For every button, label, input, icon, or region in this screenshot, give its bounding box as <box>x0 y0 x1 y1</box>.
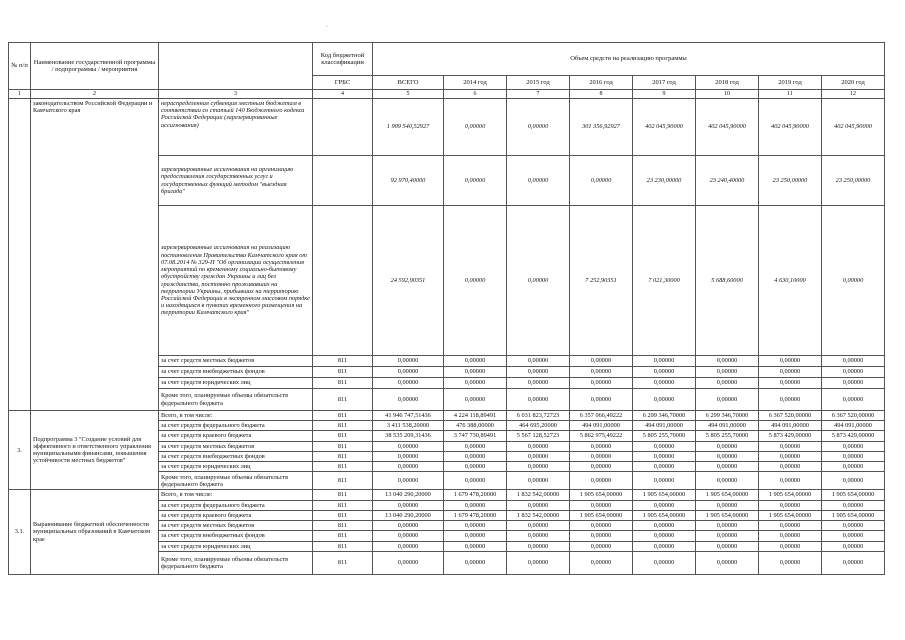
grbs-code: 811 <box>313 411 373 421</box>
grbs-code: 811 <box>313 472 373 490</box>
year-value: 0,00000 <box>759 389 822 411</box>
year-value: 402 045,90000 <box>759 99 822 156</box>
program-name: законодательством Российской Федерации и Камчатского края <box>31 99 159 411</box>
grbs-code: 811 <box>313 441 373 451</box>
header-grbs: ГРБС <box>313 76 373 90</box>
year-value: 0,00000 <box>507 367 570 378</box>
funding-source: за счет средств юридических лиц <box>159 378 313 389</box>
funding-source: Кроме того, планируемые объемы обязательств федерального бюджета <box>159 389 313 411</box>
row-number <box>9 99 31 411</box>
year-value: 1 679 478,20000 <box>444 490 507 500</box>
year-value: 5 805 255,70000 <box>633 431 696 441</box>
year-value: 5 862 975,49222 <box>570 431 633 441</box>
total-value: 13 040 290,20000 <box>373 510 444 520</box>
year-value: 1 832 542,00000 <box>507 490 570 500</box>
year-value: 0,00000 <box>633 451 696 461</box>
column-number: 1 <box>9 90 31 99</box>
header-row-1 <box>9 43 885 76</box>
year-value: 0,00000 <box>444 389 507 411</box>
year-value: 0,00000 <box>822 521 885 531</box>
year-value: 0,00000 <box>507 541 570 551</box>
year-value: 0,00000 <box>633 521 696 531</box>
year-value: 0,00000 <box>696 551 759 574</box>
header-no: № п/п <box>9 43 31 90</box>
header-name: Наименование государственной программы / подпрограммы / мероприятия <box>31 43 159 90</box>
year-value: 6 367 520,00000 <box>759 411 822 421</box>
year-value: 0,00000 <box>822 500 885 510</box>
year-value: 0,00000 <box>507 472 570 490</box>
column-number: 9 <box>633 90 696 99</box>
year-value: 0,00000 <box>633 378 696 389</box>
year-value: 0,00000 <box>570 541 633 551</box>
grbs-code: 811 <box>313 500 373 510</box>
grbs-code <box>313 156 373 206</box>
total-value: 0,00000 <box>373 500 444 510</box>
year-value: 5 873 429,00000 <box>822 431 885 441</box>
year-value: 23 240,40000 <box>696 156 759 206</box>
year-value: 1 832 542,00000 <box>507 510 570 520</box>
column-number: 2 <box>31 90 159 99</box>
header-year: 2020 год <box>822 76 885 90</box>
year-value: 6 357 066,49222 <box>570 411 633 421</box>
column-number: 10 <box>696 90 759 99</box>
year-value: 4 224 118,89491 <box>444 411 507 421</box>
year-value: 3 747 730,89491 <box>444 431 507 441</box>
funding-source: за счет средств местных бюджетов <box>159 356 313 367</box>
row-number: 3.1. <box>9 490 31 574</box>
total-value: 24 592,90351 <box>373 206 444 356</box>
year-value: 0,00000 <box>633 441 696 451</box>
year-value: 0,00000 <box>507 451 570 461</box>
year-value: 5 567 128,52723 <box>507 431 570 441</box>
grbs-code: 811 <box>313 490 373 500</box>
year-value: 0,00000 <box>633 541 696 551</box>
year-value: 0,00000 <box>759 472 822 490</box>
funding-source: Всего, в том числе: <box>159 490 313 500</box>
year-value: 23 230,00000 <box>633 156 696 206</box>
year-value: 1 679 478,20000 <box>444 510 507 520</box>
year-value: 0,00000 <box>759 521 822 531</box>
year-value: 402 045,90000 <box>633 99 696 156</box>
funding-source: за счет средств внебюджетных фондов <box>159 531 313 541</box>
table-body <box>9 43 885 575</box>
year-value: 0,00000 <box>570 156 633 206</box>
year-value: 0,00000 <box>507 156 570 206</box>
column-number: 8 <box>570 90 633 99</box>
funding-source: за счет средств внебюджетных фондов <box>159 367 313 378</box>
year-value: 1 905 654,00000 <box>633 510 696 520</box>
year-value: 0,00000 <box>570 472 633 490</box>
year-value: 0,00000 <box>696 472 759 490</box>
year-value: 0,00000 <box>570 462 633 472</box>
table-row <box>9 411 885 421</box>
year-value: 0,00000 <box>444 99 507 156</box>
year-value: 0,00000 <box>759 356 822 367</box>
total-value: 92 970,40000 <box>373 156 444 206</box>
year-value: 476 388,00000 <box>444 421 507 431</box>
header-year: 2017 год <box>633 76 696 90</box>
year-value: 0,00000 <box>507 378 570 389</box>
total-value: 0,00000 <box>373 521 444 531</box>
year-value: 1 905 654,00000 <box>633 490 696 500</box>
funding-source: за счет средств местных бюджетов <box>159 441 313 451</box>
year-value: 0,00000 <box>696 356 759 367</box>
year-value: 0,00000 <box>444 500 507 510</box>
year-value: 0,00000 <box>822 356 885 367</box>
column-number: 12 <box>822 90 885 99</box>
grbs-code: 811 <box>313 521 373 531</box>
funding-source: Кроме того, планируемые объемы обязательств федерального бюджета <box>159 472 313 490</box>
year-value: 0,00000 <box>444 441 507 451</box>
year-value: 0,00000 <box>570 367 633 378</box>
header-year: 2015 год <box>507 76 570 90</box>
year-value: 0,00000 <box>507 99 570 156</box>
header-year: 2014 год <box>444 76 507 90</box>
year-value: 1 905 654,00000 <box>759 510 822 520</box>
column-number: 11 <box>759 90 822 99</box>
year-value: 0,00000 <box>696 462 759 472</box>
year-value: 5 873 429,00000 <box>759 431 822 441</box>
year-value: 0,00000 <box>822 441 885 451</box>
year-value: 5 805 255,70000 <box>696 431 759 441</box>
year-value: 0,00000 <box>759 378 822 389</box>
total-value: 0,00000 <box>373 378 444 389</box>
year-value: 1 905 654,00000 <box>696 510 759 520</box>
grbs-code: 811 <box>313 451 373 461</box>
funding-source: за счет средств юридических лиц <box>159 462 313 472</box>
year-value: 494 091,00000 <box>696 421 759 431</box>
year-value: 0,00000 <box>507 500 570 510</box>
year-value: 0,00000 <box>570 389 633 411</box>
year-value: 0,00000 <box>507 389 570 411</box>
header-total: ВСЕГО <box>373 76 444 90</box>
total-value: 0,00000 <box>373 356 444 367</box>
total-value: 41 946 747,51436 <box>373 411 444 421</box>
year-value: 494 091,00000 <box>822 421 885 431</box>
total-value: 0,00000 <box>373 389 444 411</box>
total-value: 3 411 538,20000 <box>373 421 444 431</box>
year-value: 0,00000 <box>822 378 885 389</box>
grbs-code: 811 <box>313 510 373 520</box>
year-value: 402 045,90000 <box>696 99 759 156</box>
total-value: 0,00000 <box>373 367 444 378</box>
scan-mark-top: · <box>326 24 328 30</box>
column-number: 5 <box>373 90 444 99</box>
year-value: 1 905 654,00000 <box>822 510 885 520</box>
funding-source: за счет средств внебюджетных фондов <box>159 451 313 461</box>
year-value: 23 250,00000 <box>822 156 885 206</box>
year-value: 0,00000 <box>507 356 570 367</box>
year-value: 0,00000 <box>822 472 885 490</box>
year-value: 1 905 654,00000 <box>822 490 885 500</box>
header-code: Код бюджетной классификации <box>313 43 373 76</box>
total-value: 0,00000 <box>373 551 444 574</box>
grbs-code: 811 <box>313 531 373 541</box>
year-value: 0,00000 <box>759 551 822 574</box>
year-value: 0,00000 <box>570 356 633 367</box>
total-value: 0,00000 <box>373 541 444 551</box>
year-value: 0,00000 <box>444 206 507 356</box>
total-value: 0,00000 <box>373 441 444 451</box>
funding-source: Всего, в том числе: <box>159 411 313 421</box>
year-value: 0,00000 <box>444 472 507 490</box>
year-value: 6 031 823,72723 <box>507 411 570 421</box>
year-value: 0,00000 <box>444 541 507 551</box>
year-value: 7 252,90351 <box>570 206 633 356</box>
year-value: 6 299 346,70000 <box>633 411 696 421</box>
year-value: 5 688,60000 <box>696 206 759 356</box>
year-value: 0,00000 <box>759 541 822 551</box>
year-value: 0,00000 <box>633 551 696 574</box>
year-value: 0,00000 <box>507 206 570 356</box>
funding-source: за счет средств местных бюджетов <box>159 521 313 531</box>
year-value: 1 905 654,00000 <box>696 490 759 500</box>
year-value: 0,00000 <box>570 551 633 574</box>
grbs-code: 811 <box>313 389 373 411</box>
total-value: 0,00000 <box>373 451 444 461</box>
total-value: 0,00000 <box>373 531 444 541</box>
budget-table <box>8 42 885 575</box>
year-value: 0,00000 <box>696 521 759 531</box>
year-value: 0,00000 <box>696 441 759 451</box>
year-value: 0,00000 <box>444 551 507 574</box>
funding-source: зарезервированные ассигнования на реализацию постановления Правительства Камчатского края от 07.08.2014 № 329-П "Об организации осуществления мероприятий по временному социально-бытовому обустройству граждан Украины и лиц без гражданства, постоянно проживавших на территории Украины, прибывших на территорию Российской Федерации в экстренном массовом порядке и находящихся в пунктах временного размещения на территории Камчатского края" <box>159 206 313 356</box>
year-value: 494 091,00000 <box>759 421 822 431</box>
grbs-code: 811 <box>313 541 373 551</box>
funding-source: за счет средств федерального бюджета <box>159 421 313 431</box>
funding-source: Кроме того, планируемые объемы обязательств федерального бюджета <box>159 551 313 574</box>
column-number: 3 <box>159 90 313 99</box>
total-value: 1 909 540,52927 <box>373 99 444 156</box>
year-value: 402 045,90000 <box>822 99 885 156</box>
total-value: 0,00000 <box>373 472 444 490</box>
year-value: 0,00000 <box>759 462 822 472</box>
year-value: 0,00000 <box>444 521 507 531</box>
header-year: 2019 год <box>759 76 822 90</box>
table-row <box>9 99 885 156</box>
year-value: 23 250,00000 <box>759 156 822 206</box>
year-value: 0,00000 <box>696 389 759 411</box>
year-value: 0,00000 <box>822 367 885 378</box>
year-value: 4 630,10000 <box>759 206 822 356</box>
year-value: 0,00000 <box>444 451 507 461</box>
total-value: 13 040 290,20000 <box>373 490 444 500</box>
header-blank <box>159 43 313 90</box>
grbs-code: 811 <box>313 356 373 367</box>
year-value: 0,00000 <box>507 551 570 574</box>
year-value: 0,00000 <box>759 441 822 451</box>
year-value: 464 695,20000 <box>507 421 570 431</box>
year-value: 0,00000 <box>633 356 696 367</box>
header-year: 2016 год <box>570 76 633 90</box>
funding-source: нераспределенная субвенция местным бюджетам в соответствии со статьей 140 Бюджетного кодекса Российской Федерации (зарезервированные ассигнования) <box>159 99 313 156</box>
year-value: 0,00000 <box>633 462 696 472</box>
year-value: 0,00000 <box>444 367 507 378</box>
year-value: 0,00000 <box>570 521 633 531</box>
year-value: 0,00000 <box>822 462 885 472</box>
year-value: 0,00000 <box>444 531 507 541</box>
column-number: 6 <box>444 90 507 99</box>
year-value: 0,00000 <box>633 367 696 378</box>
year-value: 0,00000 <box>822 541 885 551</box>
year-value: 0,00000 <box>696 541 759 551</box>
grbs-code: 811 <box>313 431 373 441</box>
year-value: 1 905 654,00000 <box>570 490 633 500</box>
year-value: 0,00000 <box>759 500 822 510</box>
year-value: 0,00000 <box>570 500 633 510</box>
column-number: 7 <box>507 90 570 99</box>
year-value: 1 905 654,00000 <box>570 510 633 520</box>
row-number: 3. <box>9 411 31 490</box>
year-value: 0,00000 <box>696 367 759 378</box>
year-value: 0,00000 <box>570 531 633 541</box>
program-name: Подпрограмма 3 "Создание условий для эффективного и ответственного управления муниципальными финансами, повышения устойчивости местных бюджетов" <box>31 411 159 490</box>
year-value: 0,00000 <box>633 389 696 411</box>
funding-source: зарезервированные ассигнования на организацию предоставления государственных услуг и государственных функций методом "выездная бригада" <box>159 156 313 206</box>
year-value: 0,00000 <box>696 451 759 461</box>
year-value: 0,00000 <box>444 156 507 206</box>
year-value: 1 905 654,00000 <box>759 490 822 500</box>
year-value: 301 356,92927 <box>570 99 633 156</box>
total-value: 38 535 209,31436 <box>373 431 444 441</box>
year-value: 494 091,00000 <box>570 421 633 431</box>
year-value: 0,00000 <box>507 441 570 451</box>
year-value: 0,00000 <box>759 367 822 378</box>
year-value: 6 299 346,70000 <box>696 411 759 421</box>
funding-source: за счет средств юридических лиц <box>159 541 313 551</box>
year-value: 7 021,30000 <box>633 206 696 356</box>
column-number: 4 <box>313 90 373 99</box>
year-value: 6 367 520,00000 <box>822 411 885 421</box>
grbs-code: 811 <box>313 462 373 472</box>
year-value: 0,00000 <box>444 378 507 389</box>
funding-source: за счет средств краевого бюджета <box>159 431 313 441</box>
year-value: 0,00000 <box>633 500 696 510</box>
grbs-code: 811 <box>313 551 373 574</box>
year-value: 0,00000 <box>633 531 696 541</box>
year-value: 0,00000 <box>696 531 759 541</box>
year-value: 0,00000 <box>570 441 633 451</box>
year-value: 0,00000 <box>696 500 759 510</box>
year-value: 0,00000 <box>696 378 759 389</box>
year-value: 0,00000 <box>822 389 885 411</box>
year-value: 0,00000 <box>444 462 507 472</box>
year-value: 0,00000 <box>759 531 822 541</box>
year-value: 0,00000 <box>570 378 633 389</box>
funding-source: за счет средств федерального бюджета <box>159 500 313 510</box>
year-value: 0,00000 <box>507 531 570 541</box>
grbs-code <box>313 99 373 156</box>
year-value: 0,00000 <box>570 451 633 461</box>
year-value: 0,00000 <box>822 206 885 356</box>
header-numbers-row <box>9 90 885 99</box>
year-value: 0,00000 <box>822 531 885 541</box>
year-value: 0,00000 <box>822 551 885 574</box>
year-value: 0,00000 <box>507 462 570 472</box>
header-year: 2018 год <box>696 76 759 90</box>
year-value: 0,00000 <box>633 472 696 490</box>
header-volume: Объем средств на реализацию программы <box>373 43 885 76</box>
grbs-code <box>313 206 373 356</box>
program-name: Выравнивание бюджетной обеспеченности муниципальных образований в Камчатском крае <box>31 490 159 574</box>
total-value: 0,00000 <box>373 462 444 472</box>
grbs-code: 811 <box>313 367 373 378</box>
funding-source: за счет средств краевого бюджета <box>159 510 313 520</box>
year-value: 0,00000 <box>759 451 822 461</box>
year-value: 0,00000 <box>507 521 570 531</box>
grbs-code: 811 <box>313 378 373 389</box>
year-value: 494 091,00000 <box>633 421 696 431</box>
year-value: 0,00000 <box>822 451 885 461</box>
table-row <box>9 490 885 500</box>
grbs-code: 811 <box>313 421 373 431</box>
year-value: 0,00000 <box>444 356 507 367</box>
